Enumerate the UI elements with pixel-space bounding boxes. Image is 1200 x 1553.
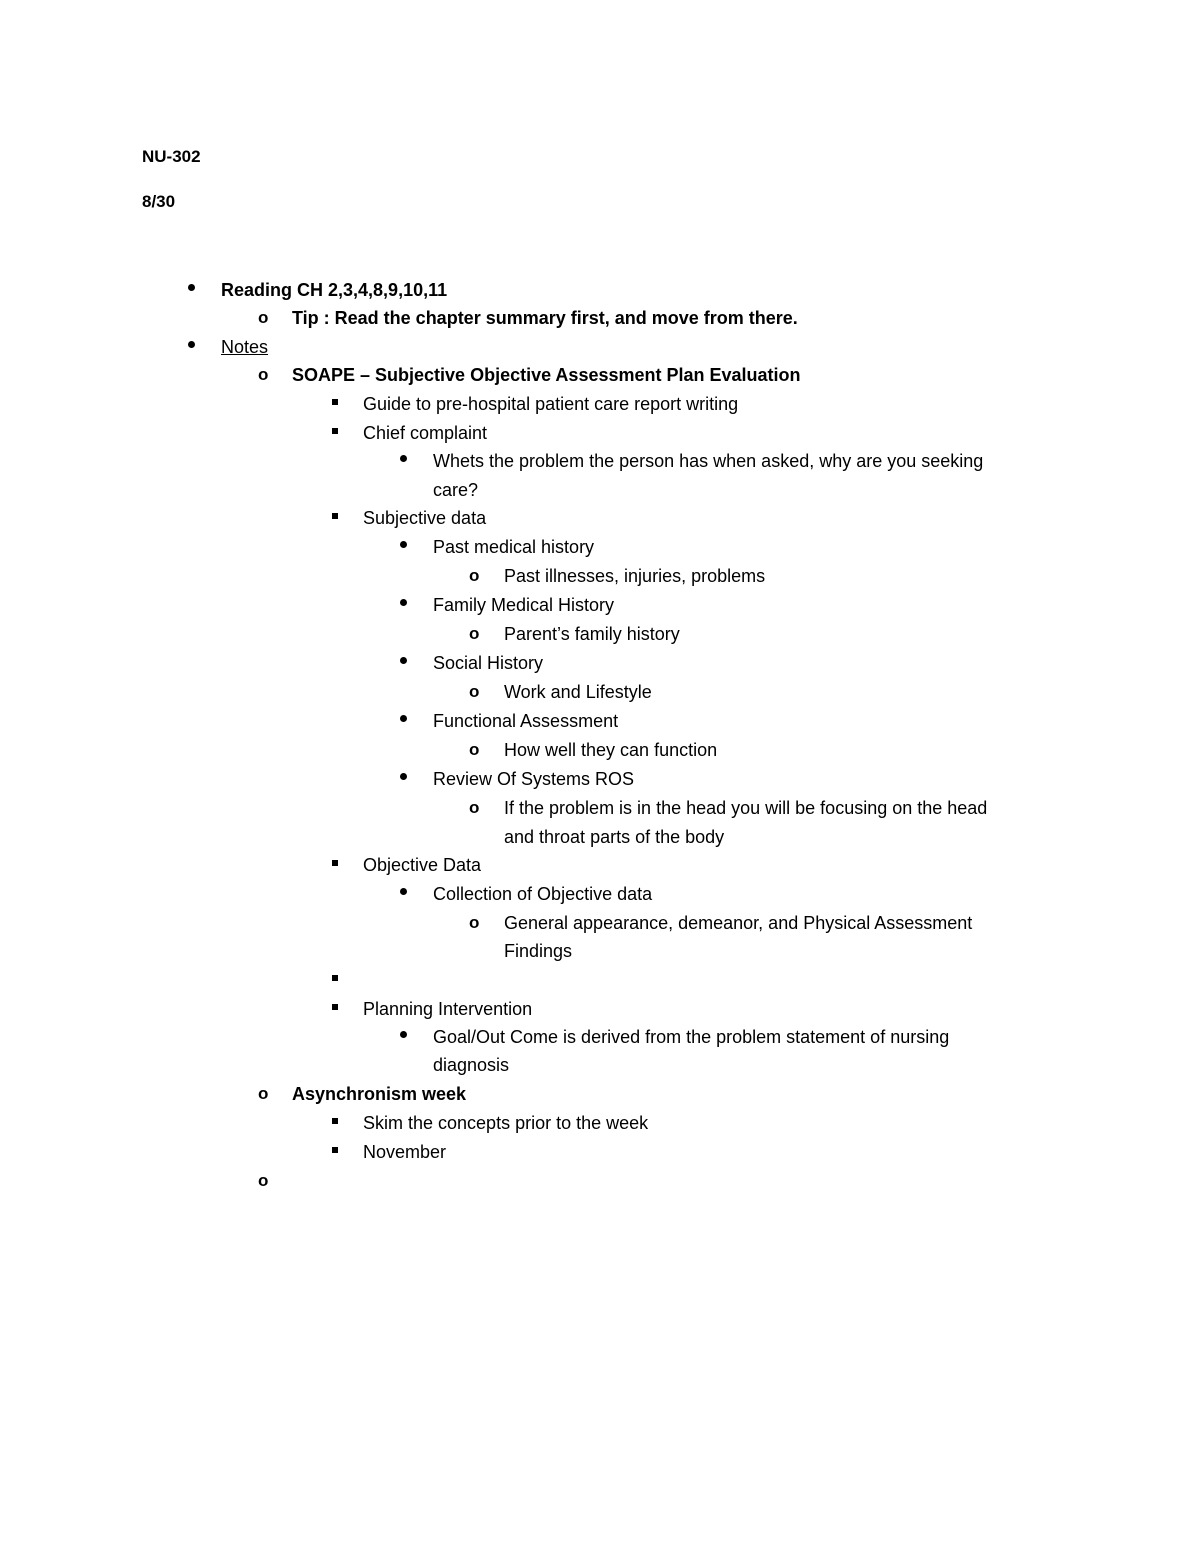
bullet-icon <box>395 880 425 908</box>
notes-heading: Notes <box>221 337 269 357</box>
list-item-text: Asynchronism week <box>292 1084 467 1104</box>
list-item-text: Past illnesses, injuries, problems <box>504 566 766 586</box>
list-item-text: Tip : Read the chapter summary first, and move from there. <box>292 308 798 328</box>
list-item-text: November <box>363 1142 447 1162</box>
list-item-text: SOAPE – Subjective Objective Assessment Plan Evaluation <box>292 365 801 385</box>
list-item-text: General appearance, demeanor, and Physical Assessment <box>504 913 973 933</box>
list-item-text: Guide to pre-hospital patient care report writing <box>363 394 739 414</box>
bullet-icon <box>395 765 425 793</box>
list-item-text: How well they can function <box>504 740 718 760</box>
circle-bullet-icon: o <box>258 1171 269 1190</box>
circle-bullet-icon: o <box>469 682 480 701</box>
square-bullet-icon <box>326 390 356 418</box>
circle-bullet-icon: o <box>258 308 269 327</box>
bullet-icon <box>183 276 213 304</box>
bullet-icon <box>183 333 213 361</box>
circle-bullet-icon: o <box>469 740 480 759</box>
bullet-icon <box>395 447 425 475</box>
circle-bullet-icon: o <box>469 913 480 932</box>
square-bullet-icon <box>326 504 356 532</box>
bullet-icon <box>395 533 425 561</box>
list-item-text: Chief complaint <box>363 423 488 443</box>
circle-bullet-icon: o <box>469 798 480 817</box>
list-item-text: Collection of Objective data <box>433 884 653 904</box>
list-item-text: diagnosis <box>433 1055 510 1075</box>
square-bullet-icon <box>326 419 356 447</box>
list-item-text: Review Of Systems ROS <box>433 769 635 789</box>
list-item-text: Reading CH 2,3,4,8,9,10,11 <box>221 280 448 300</box>
list-item-text: Planning Intervention <box>363 999 533 1019</box>
square-bullet-icon <box>326 995 356 1023</box>
list-item-text: If the problem is in the head you will be focusing on the head <box>504 798 988 818</box>
bullet-icon <box>395 707 425 735</box>
list-item-text: Family Medical History <box>433 595 615 615</box>
list-item-text: Parent’s family history <box>504 624 680 644</box>
square-bullet-icon <box>326 851 356 879</box>
bullet-icon <box>395 1023 425 1051</box>
list-item-text: Goal/Out Come is derived from the problem statement of nursing <box>433 1027 950 1047</box>
bullet-icon <box>395 649 425 677</box>
date-heading: 8/30 <box>142 192 176 211</box>
bullet-icon <box>395 591 425 619</box>
list-item-text: and throat parts of the body <box>504 827 725 847</box>
circle-bullet-icon: o <box>258 1084 269 1103</box>
list-item-text: Subjective data <box>363 508 487 528</box>
list-item-text: care? <box>433 480 479 500</box>
list-item-text: Objective Data <box>363 855 482 875</box>
list-item-text: Past medical history <box>433 537 595 557</box>
square-bullet-icon <box>326 966 356 994</box>
list-item-text: Work and Lifestyle <box>504 682 652 702</box>
circle-bullet-icon: o <box>469 566 480 585</box>
list-item-text: Social History <box>433 653 544 673</box>
list-item-text: Whets the problem the person has when asked, why are you seeking <box>433 451 984 471</box>
list-item-text: Skim the concepts prior to the week <box>363 1113 649 1133</box>
circle-bullet-icon: o <box>469 624 480 643</box>
course-code: NU-302 <box>142 147 201 166</box>
square-bullet-icon <box>326 1109 356 1137</box>
circle-bullet-icon: o <box>258 365 269 384</box>
square-bullet-icon <box>326 1138 356 1166</box>
list-item-text: Functional Assessment <box>433 711 619 731</box>
list-item-text: Findings <box>504 941 573 961</box>
